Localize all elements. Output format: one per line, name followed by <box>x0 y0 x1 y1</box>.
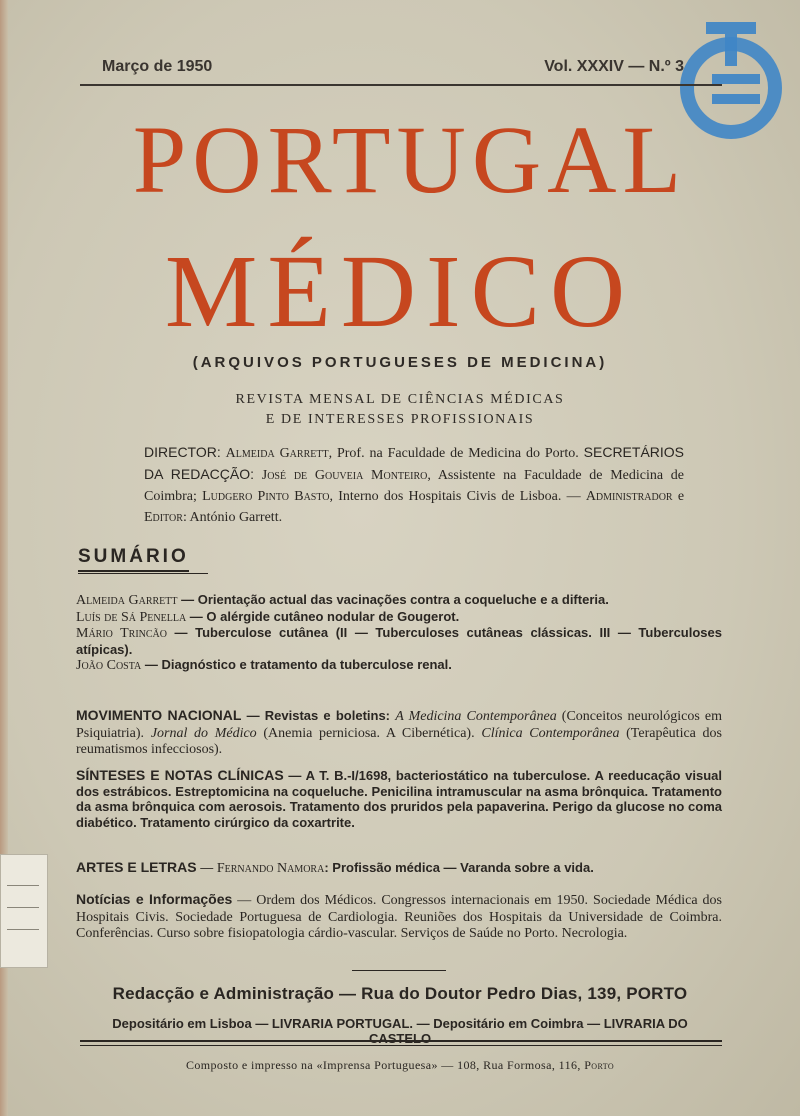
article-author: Mário Trincão <box>76 626 167 641</box>
tagline-line-2: E DE INTERESSES PROFISSIONAIS <box>265 412 535 427</box>
label-line <box>7 907 39 908</box>
issue-date: Março de 1950 <box>102 58 213 75</box>
artes-text: : Profissão médica — Varanda sobre a vida. <box>324 860 594 875</box>
director-role: , Prof. na Faculdade de Medicina do Porto. <box>328 446 579 461</box>
article-author: Almeida Garrett <box>76 593 178 608</box>
label-line <box>7 929 39 930</box>
article-author: João Costa <box>76 658 142 673</box>
footer-separator <box>352 970 446 971</box>
masthead-line-1: PORTUGAL <box>132 106 688 213</box>
article-title: — Tuberculose cutânea (II — Tuberculoses cutâneas clássicas. III — Tuberculoses atípicas). <box>76 625 722 657</box>
director-label: DIRECTOR: <box>144 444 221 460</box>
issue-volume: Vol. XXXIV — N.º 3 <box>544 58 684 75</box>
sinteses-section <box>76 768 722 830</box>
printer-credit <box>80 1058 720 1073</box>
article-entry <box>76 625 722 657</box>
noticias-text: — Ordem dos Médicos. Congressos internacionais em 1950. Sociedade Médica dos Hospitais Civis. Sociedade Portuguesa de Cardiologia. Reuniões dos Hospitais da Universidade de Coimbra. Conferências. Curso sobre fisiopatologia cárdio-vascular. Serviços de Saúde no Porto. Necrologia. <box>76 893 722 941</box>
noticias-heading: Notícias e Informações <box>76 891 233 907</box>
editorial-address: Redacção e Administração — Rua do Doutor Pedro Dias, 139, PORTO <box>112 984 688 1003</box>
label-line <box>7 885 39 886</box>
article-title: — Diagnóstico e tratamento da tuberculose renal. <box>141 657 452 672</box>
summary-underline <box>78 573 208 574</box>
article-title: — Orientação actual das vacinações contra a coqueluche e a difteria. <box>177 592 609 607</box>
journal-tagline <box>80 390 720 430</box>
editorial-staff <box>144 442 684 528</box>
footer-rule-thick <box>80 1040 722 1042</box>
secretary-1-role: , Assistente na Faculdade de Medicina de Coimbra; <box>144 468 685 504</box>
movimento-nacional-section <box>76 708 722 758</box>
movimento-lead: — Revistas e boletins: <box>241 708 391 723</box>
header-rule <box>80 84 722 86</box>
article-entry <box>76 592 722 609</box>
secretary-1-name: José de Gouveia Monteiro <box>261 468 428 483</box>
administrator-and: e <box>677 489 685 504</box>
artes-heading: ARTES E LETRAS <box>76 859 197 875</box>
footer-rule-thin <box>80 1045 722 1046</box>
artes-author: Fernando Namora <box>216 861 325 876</box>
artes-dash: — <box>196 860 217 875</box>
journal-3-topics: (Terapêutica dos reumatismos infecciosos). <box>76 725 723 757</box>
summary-heading: SUMÁRIO <box>78 546 189 572</box>
journal-2-topics: (Anemia perniciosa. A Cibernética). <box>256 725 475 741</box>
masthead-line-2: MÉDICO <box>164 234 636 349</box>
article-author: Luís de Sá Penella <box>76 609 187 625</box>
artes-section <box>76 860 722 877</box>
sinteses-heading: SÍNTESES E NOTAS CLÍNICAS <box>76 767 284 783</box>
journal-1: A Medicina Contemporânea <box>395 709 557 724</box>
journal-3: Clínica Contemporânea <box>481 725 620 741</box>
administrator-label: Administrador <box>585 489 673 504</box>
issue-header <box>80 56 720 82</box>
article-entry <box>76 657 722 674</box>
sinteses-text: — A T. B.-I/1698, bacteriostático na tuberculose. A reeducação visual dos estrábicos. Estreptomicina na coqueluche. Penicilina intramuscular na asma brônquica. Tratamento da asma brônquica com aerosois. Tratamento dos pruridos pela papaverina. Perigo da glucose no coma diabético. Tratamento cirúrgico da coxartrite. <box>76 768 722 830</box>
editor-label: Editor <box>144 510 183 525</box>
director-name: Almeida Garrett <box>225 446 329 461</box>
movimento-heading: MOVIMENTO NACIONAL <box>76 707 242 723</box>
noticias-section <box>76 892 722 942</box>
article-list <box>76 592 722 674</box>
tagline-line-1: REVISTA MENSAL DE CIÊNCIAS MÉDICAS <box>235 392 565 407</box>
journal-1-topics: (Conceitos neurológicos em Psiquiatria). <box>76 709 722 741</box>
printer-text: Composto e impresso na «Imprensa Portuguesa» — 108, Rua Formosa, 116, <box>185 1058 581 1072</box>
secretary-2-role: , Interno dos Hospitais Civis de Lisboa. — <box>329 489 581 504</box>
spine-label <box>0 854 48 968</box>
secretary-2-name: Ludgero Pinto Basto <box>202 489 330 504</box>
journal-2: Jornal do Médico <box>150 725 257 741</box>
depositaries: Depositário em Lisboa — LIVRARIA PORTUGAL. — Depositário em Coimbra — LIVRARIA DO CASTELO <box>112 1016 688 1046</box>
journal-subtitle: (ARQUIVOS PORTUGUESES DE MEDICINA) <box>192 354 608 371</box>
printer-city: Porto <box>584 1058 615 1072</box>
secretaries-label: SECRETÁRIOS DA REDACÇÃO: <box>144 444 685 482</box>
administrator-name: : António Garrett. <box>182 510 283 525</box>
article-title: — O alérgide cutâneo nodular de Gougerot. <box>186 608 460 624</box>
article-entry <box>76 609 722 626</box>
